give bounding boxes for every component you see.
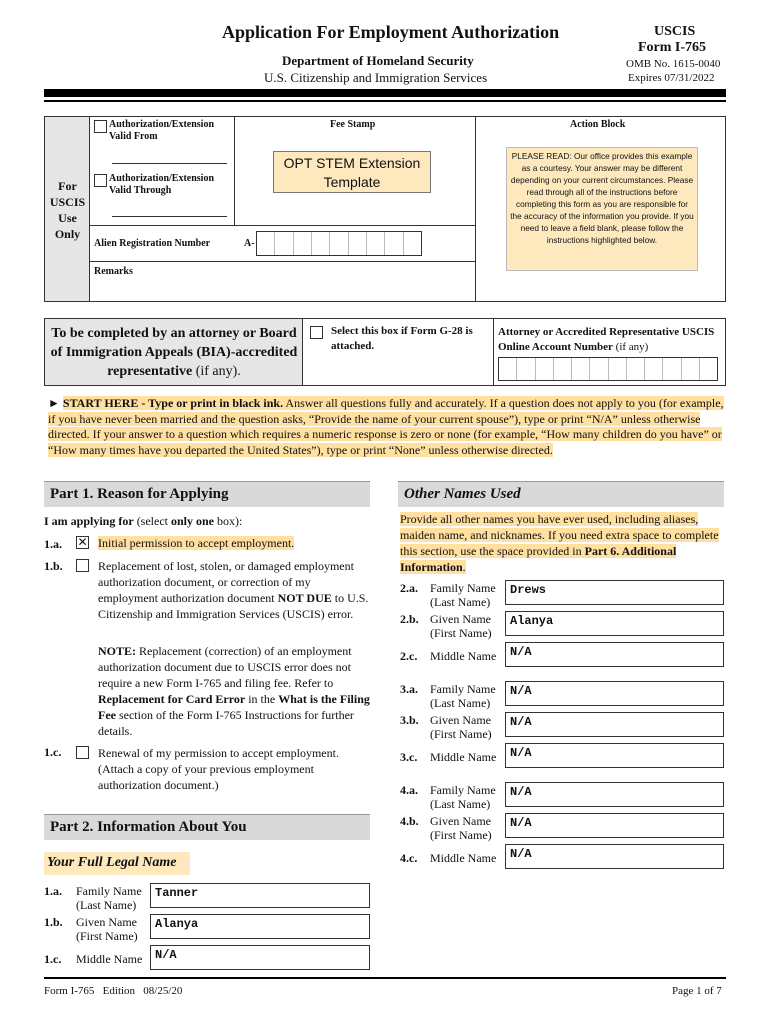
valid-through-line xyxy=(112,216,227,217)
uscis-divider-h1 xyxy=(90,225,475,226)
on-4a-label: Family Name (Last Name) xyxy=(430,783,496,811)
omb-number: OMB No. 1615-0040 xyxy=(626,58,721,70)
part2-header: Part 2. Information About You xyxy=(44,814,370,840)
on-2c-label: Middle Name xyxy=(430,649,497,663)
q1a-checkbox[interactable] xyxy=(76,536,89,549)
q1b-number: 1.b. xyxy=(44,559,63,573)
uscis-side-label: For USCIS Use Only xyxy=(49,179,86,241)
attorney-title: To be completed by an attorney or Board of Immigration Appeals (BIA)-accredited representative (if any). xyxy=(50,326,298,379)
attorney-divider xyxy=(493,319,494,385)
uscis-divider-1 xyxy=(234,117,235,225)
on-4c-label: Middle Name xyxy=(430,851,497,865)
uscis-divider-2 xyxy=(475,117,476,301)
q1a-label: Initial permission to accept employment. xyxy=(98,536,295,550)
other-given-name-3-input[interactable]: N/A xyxy=(505,813,724,838)
form-number: Form I-765 xyxy=(638,40,707,55)
q1b-label: Replacement of lost, stolen, or damaged employment authorization document, or correction of my employment authorization document NOT DUE to U.S. Citizenship and Immigration Services (USCIS) error. xyxy=(98,559,369,621)
on-2b-label: Given Name (First Name) xyxy=(430,612,492,640)
alien-reg-label: Alien Registration Number xyxy=(94,238,211,249)
header-rule xyxy=(44,89,726,97)
on-2c-number: 2.c. xyxy=(400,649,418,663)
opt-stem-banner: OPT STEM Extension Template xyxy=(273,151,431,193)
uscis-divider-h2 xyxy=(90,261,475,262)
p2-1c-number: 1.c. xyxy=(44,952,62,966)
p2-1a-label: Family Name (Last Name) xyxy=(76,884,142,912)
expiration-date: Expires 07/31/2022 xyxy=(628,72,715,84)
footer-edition: Form I-765 Edition 08/25/20 xyxy=(44,985,183,997)
on-3c-number: 3.c. xyxy=(400,750,418,764)
on-3c-label: Middle Name xyxy=(430,750,497,764)
family-name-input[interactable]: Tanner xyxy=(150,883,370,908)
a-prefix-label: A- xyxy=(244,238,255,249)
footer-rule xyxy=(44,977,726,979)
g28-label: Select this box if Form G-28 is attached. xyxy=(331,325,473,352)
full-legal-name-subheader: Your Full Legal Name xyxy=(44,852,190,875)
q1a-number: 1.a. xyxy=(44,537,62,551)
alien-reg-number-input[interactable] xyxy=(256,231,422,256)
other-names-intro: Provide all other names you have ever used, including aliases, maiden name, and nicknames. If you need extra space to complete this section, use the space provided in Part 6. Additional Information. xyxy=(400,512,719,574)
q1c-label: Renewal of my permission to accept employment. (Attach a copy of your previous employment authorization document.) xyxy=(98,746,339,792)
uscis-label: USCIS xyxy=(654,24,696,39)
other-middle-name-1-input[interactable]: N/A xyxy=(505,642,724,667)
valid-from-line xyxy=(112,163,227,164)
footer-page-number: Page 1 of 7 xyxy=(672,985,722,997)
valid-through-label: Authorization/Extension Valid Through xyxy=(109,173,215,196)
account-number-input[interactable] xyxy=(498,357,718,381)
other-names-header: Other Names Used xyxy=(398,481,724,507)
form-title: Application For Employment Authorization xyxy=(222,22,560,42)
account-number-label: Attorney or Accredited Representative USCIS Online Account Number (if any) xyxy=(498,326,715,353)
part1-header: Part 1. Reason for Applying xyxy=(44,481,370,507)
other-middle-name-3-input[interactable]: N/A xyxy=(505,844,724,869)
q1b-checkbox[interactable] xyxy=(76,559,89,572)
other-given-name-1-input[interactable]: Alanya xyxy=(505,611,724,636)
other-family-name-2-input[interactable]: N/A xyxy=(505,681,724,706)
p2-1b-label: Given Name (First Name) xyxy=(76,915,138,943)
p2-1c-label: Middle Name xyxy=(76,952,143,966)
remarks-label: Remarks xyxy=(94,266,133,277)
on-3a-label: Family Name (Last Name) xyxy=(430,682,496,710)
other-middle-name-2-input[interactable]: N/A xyxy=(505,743,724,768)
on-3a-number: 3.a. xyxy=(400,682,418,696)
on-2b-number: 2.b. xyxy=(400,612,419,626)
agency-name: U.S. Citizenship and Immigration Services xyxy=(264,70,488,85)
start-here-instructions: ► START HERE - Type or print in black ink. Answer all questions fully and accurately. If a question does not apply to you (for example, if you have never been married and the question asks, “Provide the name of your current spouse”), type or print “N/A” unless otherwise directed. If your answer to a question which requires a numeric response is zero or none (for example, “How many children do you have” or “How many times have you departed the United States”), type or print “None” unless otherwise directed. xyxy=(48,396,724,457)
header-rule-thin xyxy=(44,100,726,102)
g28-checkbox[interactable] xyxy=(310,326,323,339)
checked-mark-icon: ✕ xyxy=(77,535,88,549)
on-4b-number: 4.b. xyxy=(400,814,419,828)
on-3b-number: 3.b. xyxy=(400,713,419,727)
on-4b-label: Given Name (First Name) xyxy=(430,814,492,842)
on-2a-number: 2.a. xyxy=(400,581,418,595)
p2-1a-number: 1.a. xyxy=(44,884,62,898)
action-block-label: Action Block xyxy=(570,119,626,130)
on-4c-number: 4.c. xyxy=(400,851,418,865)
given-name-input[interactable]: Alanya xyxy=(150,914,370,939)
part1-intro: I am applying for (select only one box): xyxy=(44,514,243,528)
q1c-number: 1.c. xyxy=(44,745,62,759)
valid-from-checkbox[interactable] xyxy=(94,120,107,133)
p2-1b-number: 1.b. xyxy=(44,915,63,929)
other-family-name-1-input[interactable]: Drews xyxy=(505,580,724,605)
other-family-name-3-input[interactable]: N/A xyxy=(505,782,724,807)
on-4a-number: 4.a. xyxy=(400,783,418,797)
on-3b-label: Given Name (First Name) xyxy=(430,713,492,741)
q1b-note: NOTE: Replacement (correction) of an employment authorization document due to USCIS error does not require a new Form I-765 and filing fee. Refer to Replacement for Card Error in the What is the Filing Fee section of the Form I-765 Instructions for further details. xyxy=(98,644,370,738)
please-read-note: PLEASE READ: Our office provides this example as a courtesy. Your answer may be different depending on your current circumstances. Please read through all of the instructions before completing this form as you are responsible for the accuracy of the information you provide. If you need to leave a field blank, please follow the instructions highlighted below. xyxy=(506,147,698,271)
valid-through-checkbox[interactable] xyxy=(94,174,107,187)
department-name: Department of Homeland Security xyxy=(282,53,474,68)
middle-name-input[interactable]: N/A xyxy=(150,945,370,970)
q1c-checkbox[interactable] xyxy=(76,746,89,759)
valid-from-label: Authorization/Extension Valid From xyxy=(109,119,215,142)
fee-stamp-label: Fee Stamp xyxy=(330,119,376,130)
other-given-name-2-input[interactable]: N/A xyxy=(505,712,724,737)
on-2a-label: Family Name (Last Name) xyxy=(430,581,496,609)
